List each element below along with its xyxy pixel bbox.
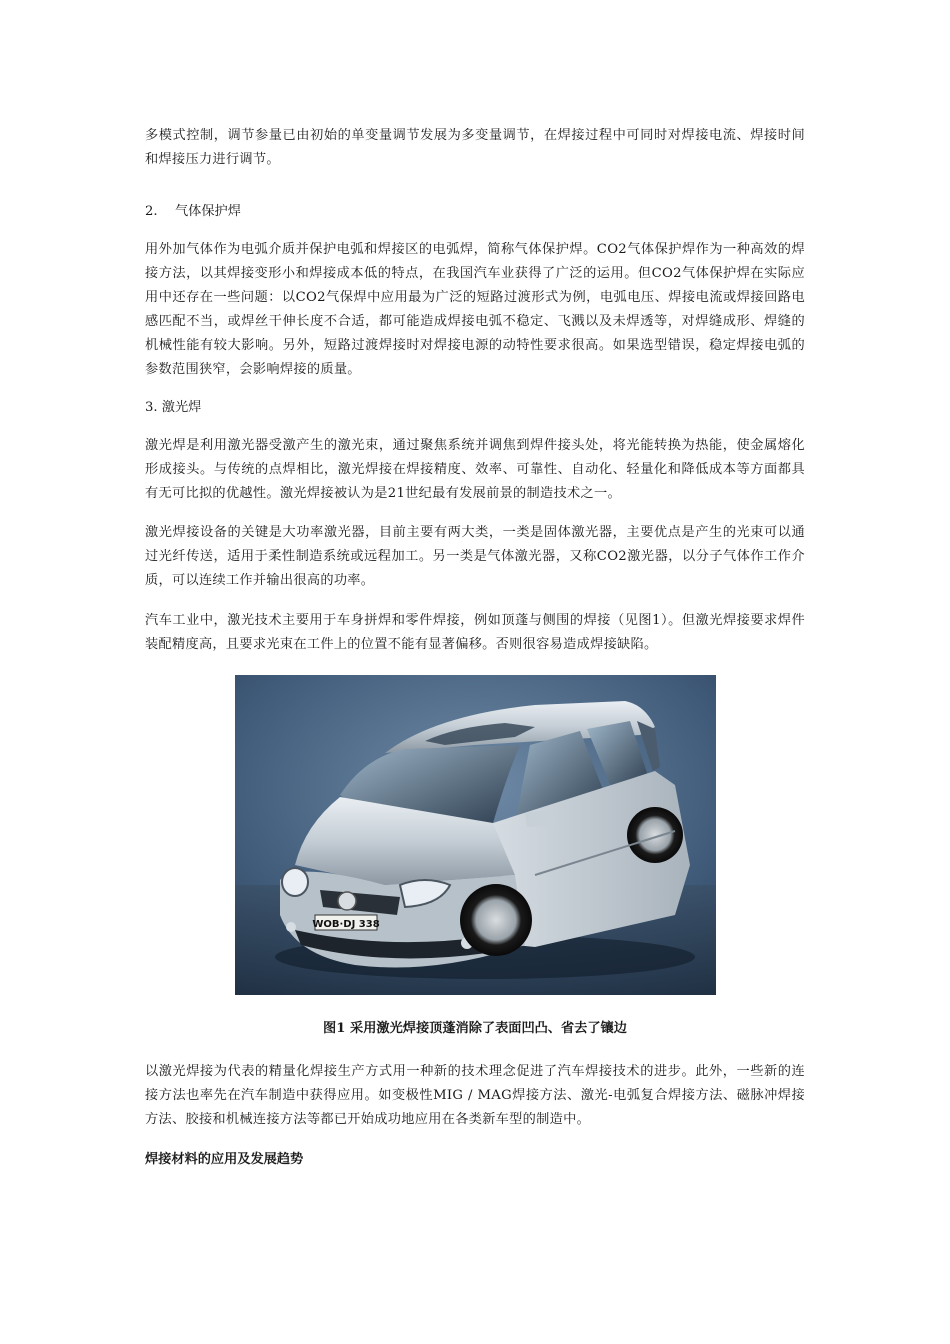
heading-laser-welding: 3. 激光焊 bbox=[145, 400, 202, 415]
paragraph-laser-equipment: 激光焊接设备的关键是大功率激光器，目前主要有两大类，一类是固体激光器，主要优点是产生的光束可以通过光纤传送，适用于柔性制造系统或远程加工。另一类是气体激光器，又称CO2激光器，以分子气体作工作介质，可以连续工作并输出很高的功率。 bbox=[145, 525, 805, 588]
heading-welding-materials: 焊接材料的应用及发展趋势 bbox=[145, 1152, 304, 1167]
document-page bbox=[145, 124, 805, 1172]
heading-gas-shielded-welding: 2. 气体保护焊 bbox=[145, 204, 241, 219]
paragraph-multimode-control: 多模式控制，调节参量已由初始的单变量调节发展为多变量调节，在焊接过程中可同时对焊接电流、焊接时间和焊接压力进行调节。 bbox=[145, 128, 805, 167]
paragraph-gas-shielded-welding: 用外加气体作为电弧介质并保护电弧和焊接区的电弧焊，简称气体保护焊。CO2气体保护焊作为一种高效的焊接方法，以其焊接变形小和焊接成本低的特点，在我国汽车业获得了广泛的运用。但CO2气体保护焊在实际应用中还存在一些问题：以CO2气保焊中应用最为广泛的短路过渡形式为例，电弧电压、焊接电流或焊接回路电感匹配不当，或焊丝干伸长度不合适，都可能造成焊接电弧不稳定、飞溅以及未焊透等，对焊缝成形、焊缝的机械性能有较大影响。另外，短路过渡焊接时对焊接电源的动特性要求很高。如果选型错误，稳定焊接电弧的参数范围狭窄，会影响焊接的质量。 bbox=[145, 242, 805, 377]
car-photo bbox=[235, 675, 716, 995]
license-plate-text: WOB·DJ 338 bbox=[312, 919, 380, 930]
paragraph-laser-automotive: 汽车工业中，激光技术主要用于车身拼焊和零件焊接，例如顶蓬与侧围的焊接（见图1）。但激光焊接要求焊件装配精度高，且要求光束在工件上的位置不能有显著偏移。否则很容易造成焊接缺陷。 bbox=[145, 613, 805, 652]
paragraph-laser-welding-intro: 激光焊是利用激光器受激产生的激光束，通过聚焦系统并调焦到焊件接头处，将光能转换为热能，使金属熔化形成接头。与传统的点焊相比，激光焊接在焊接精度、效率、可靠性、自动化、轻量化和降低成本等方面都具有无可比拟的优越性。激光焊接被认为是21世纪最有发展前景的制造技术之一。 bbox=[145, 438, 805, 501]
car-photo-figure bbox=[235, 675, 716, 995]
figure-caption: 图1 采用激光焊接顶蓬消除了表面凹凸、省去了镶边 bbox=[323, 1021, 627, 1036]
paragraph-precision-welding: 以激光焊接为代表的精量化焊接生产方式用一种新的技术理念促进了汽车焊接技术的进步。此外，一些新的连接方法也率先在汽车制造中获得应用。如变极性MIG / MAG焊接方法、激光-电弧复合焊接方法、磁脉冲焊接方法、胶接和机械连接方法等都已开始成功地应用在各类新车型的制造中。 bbox=[145, 1064, 805, 1127]
